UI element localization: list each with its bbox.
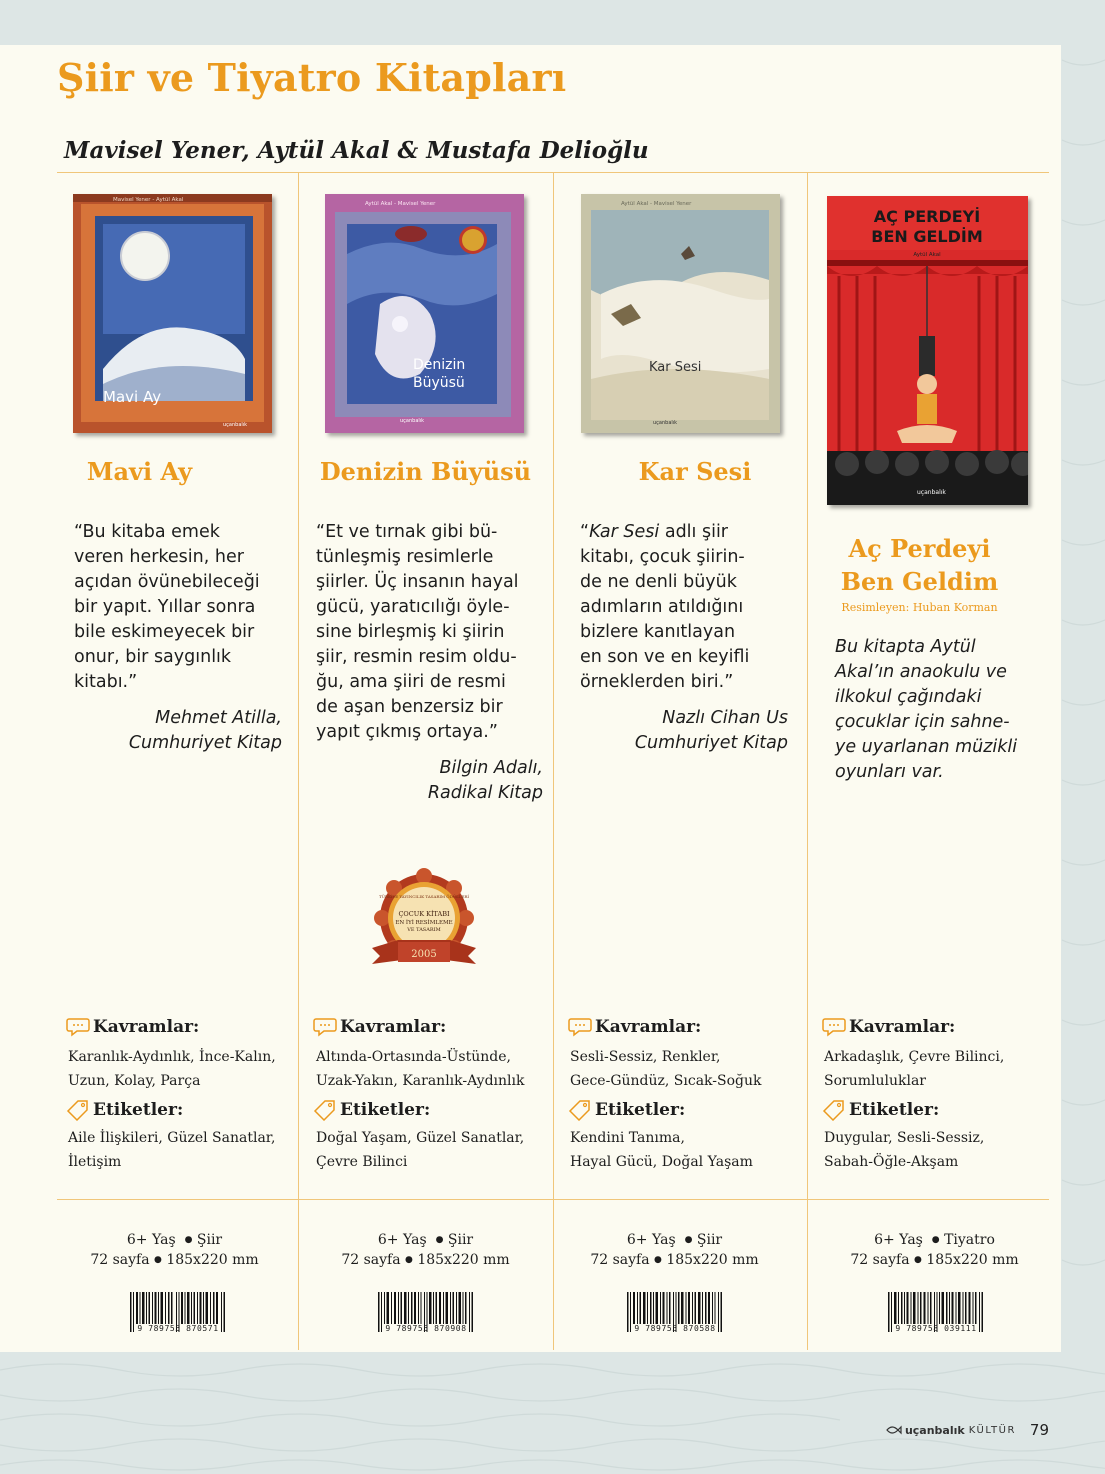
svg-text:Mavisel Yener - Aytül Akal: Mavisel Yener - Aytül Akal — [113, 197, 184, 203]
tag-icon — [313, 1099, 337, 1121]
svg-text:uçanbalık: uçanbalık — [400, 418, 425, 424]
svg-text:uçanbalık: uçanbalık — [223, 422, 248, 428]
page-number: 79 — [1029, 1421, 1049, 1439]
svg-text:ÇOCUK KİTABI: ÇOCUK KİTABI — [398, 910, 450, 918]
svg-text:Mavi Ay: Mavi Ay — [103, 388, 162, 406]
svg-text:BEN GELDİM: BEN GELDİM — [871, 227, 983, 246]
svg-text:Büyüsü: Büyüsü — [413, 375, 465, 391]
page-footer — [886, 1421, 1049, 1439]
section-name: KÜLTÜR — [968, 1424, 1016, 1436]
kavramlar-heading: Kavramlar: — [568, 1016, 701, 1038]
book-review-quote: “Kar Sesi adlı şiir kitabı, çocuk şiirin- de ne denli büyük adımların atıldığını bizlere kanıtlayan en son ve en keyifli örneklerden biri.” — [580, 522, 750, 692]
tag-icon — [568, 1099, 592, 1121]
speech-bubble-icon — [66, 1016, 90, 1038]
isbn-number: 9 789755 870571 — [137, 1324, 219, 1333]
svg-text:Denizin: Denizin — [413, 357, 466, 373]
kavramlar-text: Altında-Ortasında-Üstünde, Uzak-Yakın, Karanlık-Aydınlık — [316, 1049, 525, 1089]
book-title-mavi-ay: Mavi Ay — [86, 457, 193, 486]
svg-text:VE TASARIM: VE TASARIM — [407, 927, 441, 933]
etiketler-heading: Etiketler: — [568, 1099, 685, 1121]
etiketler-text: Duygular, Sesli-Sessiz, Sabah-Öğle-Akşam — [824, 1130, 985, 1170]
cover-art — [581, 194, 780, 433]
kavramlar-heading: Kavramlar: — [66, 1016, 199, 1038]
book-description: Bu kitapta Aytül Akal’ın anaokulu ve ilkokul çağındaki çocuklar için sahne- ye uyarlanan müzikli oyunları var. — [835, 637, 1018, 782]
brand-name: uçanbalık — [904, 1423, 965, 1437]
kavramlar-heading: Kavramlar: — [313, 1016, 446, 1038]
speech-bubble-icon — [822, 1016, 846, 1038]
illustrator-credit: Resimleyen: Huban Korman — [841, 601, 998, 614]
fish-logo-icon — [886, 1424, 902, 1436]
etiketler-text: Kendini Tanıma, Hayal Gücü, Doğal Yaşam — [570, 1130, 753, 1170]
book-cover-denizin-buyusu[interactable] — [325, 194, 524, 433]
tag-icon — [66, 1099, 90, 1121]
review-citation: Nazlı Cihan Us Cumhuriyet Kitap — [634, 708, 788, 753]
kavramlar-heading: Kavramlar: — [822, 1016, 955, 1038]
svg-text:Aytül Akal - Mavisel Yener: Aytül Akal - Mavisel Yener — [365, 201, 436, 207]
book-cover-mavi-ay[interactable] — [73, 194, 272, 433]
award-badge — [368, 868, 480, 978]
book-title-denizin-buyusu: Denizin Büyüsü — [319, 457, 532, 486]
kavramlar-text: Arkadaşlık, Çevre Bilinci, Sorumluluklar — [824, 1049, 1005, 1089]
kavramlar-text: Karanlık-Aydınlık, İnce-Kalın, Uzun, Kolay, Parça — [68, 1049, 276, 1089]
isbn-number: 9 789755 870908 — [385, 1324, 467, 1333]
book-review-quote: “Bu kitaba emek veren herkesin, her açıdan övünebileceği bir yapıt. Yıllar sonra bile eskimeyecek bir onur, bir saygınlık kitabı.” — [74, 522, 260, 692]
isbn-number: 9 789758 039111 — [895, 1324, 977, 1333]
svg-text:uçanbalık: uçanbalık — [917, 489, 946, 496]
tag-icon — [822, 1099, 846, 1121]
book-cover-ac-perdeyi-ben-geldim[interactable] — [827, 196, 1028, 505]
svg-text:Aytül Akal - Mavisel Yener: Aytül Akal - Mavisel Yener — [621, 201, 692, 207]
etiketler-heading: Etiketler: — [313, 1099, 430, 1121]
page-title: Şiir ve Tiyatro Kitapları — [57, 55, 567, 100]
etiketler-text: Doğal Yaşam, Güzel Sanatlar, Çevre Bilinci — [316, 1130, 525, 1170]
cover-art — [73, 194, 272, 433]
column-divider — [298, 173, 299, 1350]
book-review-quote: “Et ve tırnak gibi bü- tünleşmiş resimlerle şiirler. Üç insanın hayal gücü, yaratıcılığı öyle- sine birleşmiş ki şiirin şiir, resmin resim oldu- ğu, ama şiiri de resmi de aşan benzersiz bir yapıt çıkmış ortaya.” — [316, 522, 519, 742]
svg-text:AÇ PERDEYİ: AÇ PERDEYİ — [873, 207, 981, 226]
svg-text:Kar Sesi: Kar Sesi — [649, 360, 702, 375]
svg-text:Aytül Akal: Aytül Akal — [913, 252, 941, 258]
svg-text:EN İYİ RESİMLEME: EN İYİ RESİMLEME — [395, 920, 453, 926]
column-divider — [807, 173, 808, 1350]
kavramlar-text: Sesli-Sessiz, Renkler, Gece-Gündüz, Sıcak-Soğuk — [570, 1049, 762, 1089]
speech-bubble-icon — [313, 1016, 337, 1038]
review-citation: Mehmet Atilla, Cumhuriyet Kitap — [128, 708, 282, 753]
column-divider — [553, 173, 554, 1350]
etiketler-text: Aile İlişkileri, Güzel Sanatlar, İletişim — [68, 1130, 276, 1170]
book-title-ac-perdeyi-ben-geldim: Aç Perdeyi Ben Geldim — [840, 534, 999, 596]
cover-art — [325, 194, 524, 433]
isbn-number: 9 789755 870588 — [634, 1324, 716, 1333]
review-citation: Bilgin Adalı, Radikal Kitap — [427, 758, 543, 803]
speech-bubble-icon — [568, 1016, 592, 1038]
etiketler-heading: Etiketler: — [66, 1099, 183, 1121]
etiketler-heading: Etiketler: — [822, 1099, 939, 1121]
svg-text:uçanbalık: uçanbalık — [653, 420, 678, 426]
book-title-kar-sesi: Kar Sesi — [638, 457, 752, 486]
book-cover-kar-sesi[interactable] — [581, 194, 780, 433]
authors-line: Mavisel Yener, Aytül Akal & Mustafa Delioğlu — [64, 137, 649, 164]
svg-text:TÜRKİYE YAYINCILIK TASARIM ÖDÜ: TÜRKİYE YAYINCILIK TASARIM ÖDÜLLERİ — [379, 894, 469, 899]
cover-art — [827, 196, 1028, 505]
svg-text:2005: 2005 — [411, 949, 437, 960]
